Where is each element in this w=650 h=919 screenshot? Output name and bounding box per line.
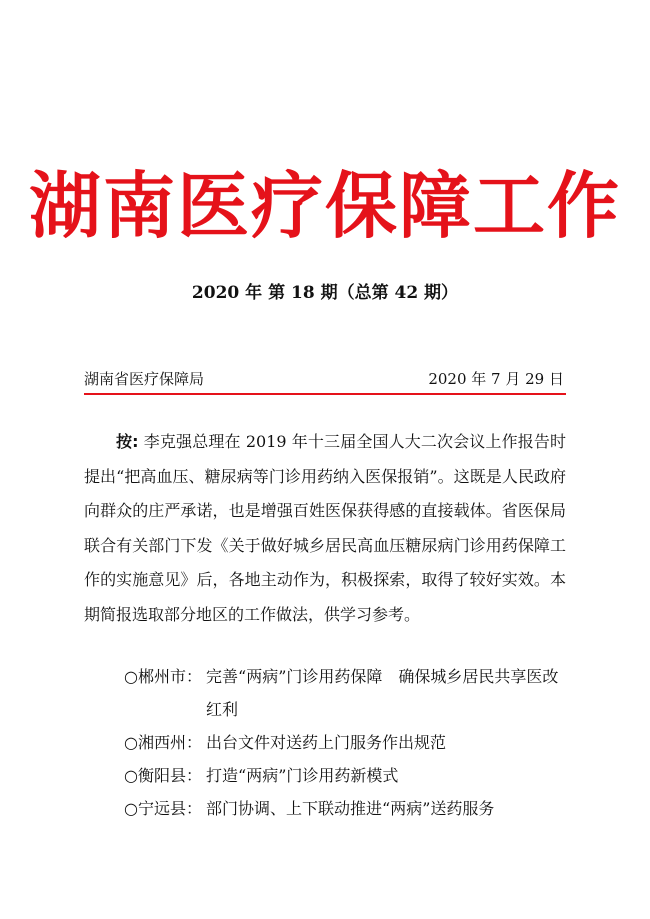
region-name: 衡阳县： <box>138 766 203 785</box>
list-item[interactable] <box>124 759 570 792</box>
region-name: 宁远县： <box>138 799 203 818</box>
note-body: 李克强总理在 2019 年十三届全国人大二次会议上作报告时提出“把高血压、糖尿病等门诊用药纳入医保报销”。这既是人民政府向群众的庄严承诺，也是增强百姓医保获得感的直接载体。省医保局联合有关部门下发《关于做好城乡居民高血压糖尿病门诊用药保障工作的实施意见》后，各地主动作为，积极探索，取得了较好实效。本期简报选取部分地区的工作做法，供学习参考。 <box>84 432 566 624</box>
circle-bullet-icon: ○ <box>124 799 138 818</box>
publish-date: 2020 年 7 月 29 日 <box>428 370 564 388</box>
list-item[interactable] <box>124 660 570 726</box>
region-name: 湘西州： <box>138 733 203 752</box>
item-title: 完善“两病”门诊用药保障 确保城乡居民共享医改红利 <box>206 667 559 719</box>
masthead-title: 湖南医疗保障工作 <box>28 163 621 248</box>
circle-bullet-icon: ○ <box>124 667 138 686</box>
region-name: 郴州市： <box>138 667 203 686</box>
info-row <box>84 368 564 389</box>
list-item[interactable] <box>124 726 570 759</box>
red-divider <box>84 393 566 395</box>
circle-bullet-icon: ○ <box>124 733 138 752</box>
item-title: 出台文件对送药上门服务作出规范 <box>206 733 447 752</box>
issue-number: 2020 年 第 18 期（总第 42 期） <box>191 283 459 303</box>
contents-list <box>124 660 570 825</box>
list-item[interactable] <box>124 792 570 825</box>
item-title: 部门协调、上下联动推进“两病”送药服务 <box>206 799 495 818</box>
editor-note <box>84 425 566 632</box>
item-title: 打造“两病”门诊用药新模式 <box>206 766 399 785</box>
publisher: 湖南省医疗保障局 <box>84 370 205 388</box>
circle-bullet-icon: ○ <box>124 766 138 785</box>
note-label: 按: <box>116 432 139 451</box>
